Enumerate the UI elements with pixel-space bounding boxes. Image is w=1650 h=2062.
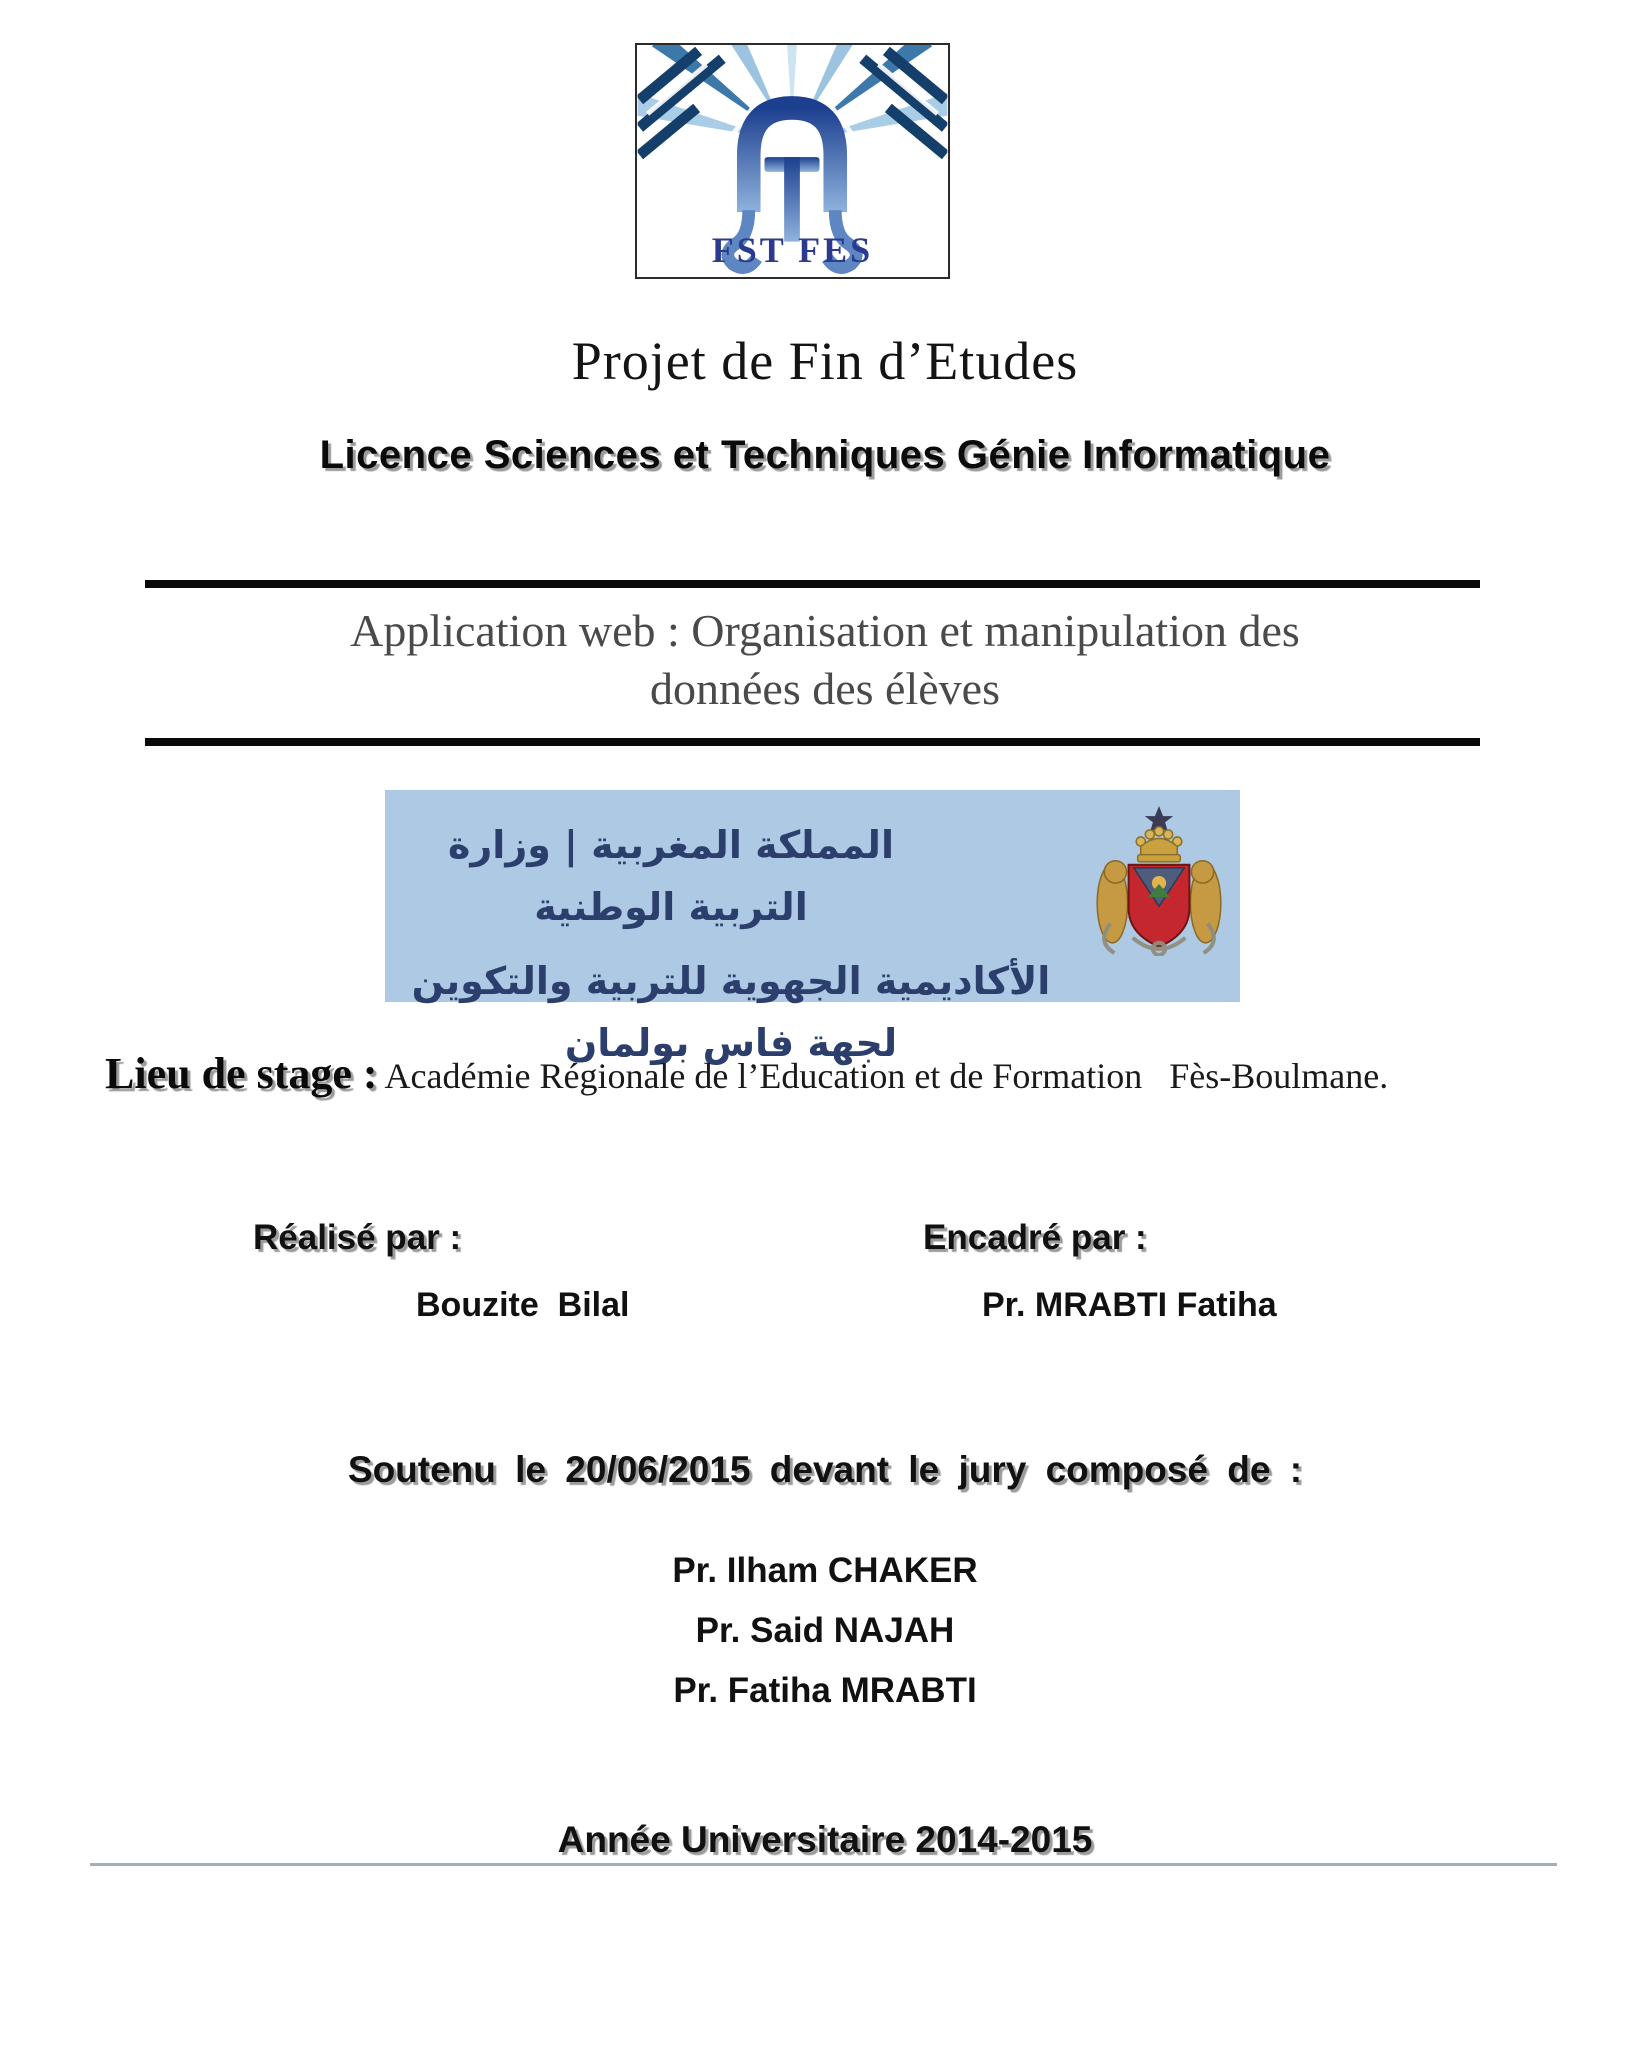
banner-arabic-line2: الأكاديمية الجهوية للتربية والتكوين لجهة فاس بولمان xyxy=(411,959,1051,1065)
ministry-banner-text xyxy=(400,814,1062,1074)
realized-by-label: Réalisé par : xyxy=(253,1218,462,1257)
banner-arabic-line1: المملكة المغربية | وزارة التربية الوطنية xyxy=(448,823,894,929)
jury-member-2: Pr. Said NAJAH xyxy=(695,1611,955,1650)
project-title xyxy=(0,602,1650,718)
internship-label: Lieu de stage : xyxy=(105,1049,378,1098)
fst-fes-logo xyxy=(635,43,950,279)
internship-value: Académie Régionale de l’Education et de Formation Fès-Boulmane. xyxy=(377,1056,1389,1096)
internship-line xyxy=(105,1048,1585,1099)
supervised-by-label: Encadré par : xyxy=(923,1218,1147,1257)
morocco-coat-of-arms-icon xyxy=(1088,804,1230,956)
project-title-line1: Application web : Organisation et manipulation des xyxy=(350,605,1300,656)
realized-by-name: Bouzite Bilal xyxy=(416,1286,630,1324)
supervisor-name: Pr. MRABTI Fatiha xyxy=(982,1286,1277,1324)
ministry-banner xyxy=(385,790,1240,1065)
page-title: Projet de Fin d’Etudes xyxy=(571,331,1079,391)
academic-year: Année Universitaire 2014-2015 xyxy=(557,1819,1093,1860)
divider-bottom xyxy=(145,738,1480,746)
jury-member-1: Pr. Ilham CHAKER xyxy=(672,1551,978,1590)
defense-statement: Soutenu le 20/06/2015 devant le jury composé de : xyxy=(347,1449,1303,1490)
jury-member-3: Pr. Fatiha MRABTI xyxy=(673,1671,977,1710)
fst-fes-logo-caption: FST FES xyxy=(711,230,874,270)
footer-divider xyxy=(90,1863,1557,1866)
divider-top xyxy=(145,580,1480,588)
project-title-line2: données des élèves xyxy=(650,663,1000,714)
program-subtitle: Licence Sciences et Techniques Génie Informatique xyxy=(319,433,1331,477)
